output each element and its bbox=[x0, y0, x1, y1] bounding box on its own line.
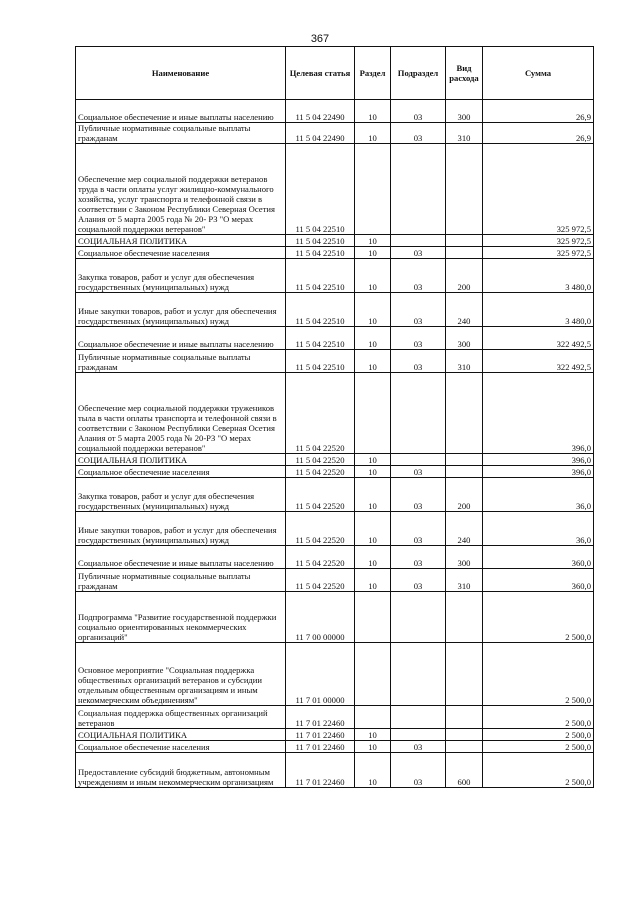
cell-name: СОЦИАЛЬНАЯ ПОЛИТИКА bbox=[76, 729, 286, 741]
cell-amount: 3 480,0 bbox=[483, 293, 594, 327]
table-row bbox=[76, 729, 594, 741]
table-row bbox=[76, 478, 594, 512]
table-row bbox=[76, 643, 594, 706]
cell-expense-type: 310 bbox=[446, 123, 483, 144]
cell-amount: 360,0 bbox=[483, 546, 594, 569]
cell-article: 11 5 04 22510 bbox=[286, 350, 355, 373]
cell-expense-type bbox=[446, 741, 483, 753]
header-article: Целевая статья bbox=[286, 47, 355, 100]
cell-article: 11 5 04 22510 bbox=[286, 144, 355, 235]
cell-expense-type: 300 bbox=[446, 327, 483, 350]
cell-subsection bbox=[391, 643, 446, 706]
cell-subsection: 03 bbox=[391, 327, 446, 350]
cell-section: 10 bbox=[355, 123, 391, 144]
cell-amount: 36,0 bbox=[483, 512, 594, 546]
cell-name: СОЦИАЛЬНАЯ ПОЛИТИКА bbox=[76, 454, 286, 466]
cell-article: 11 5 04 22520 bbox=[286, 454, 355, 466]
cell-article: 11 5 04 22510 bbox=[286, 259, 355, 293]
cell-subsection bbox=[391, 454, 446, 466]
cell-section: 10 bbox=[355, 741, 391, 753]
cell-article: 11 5 04 22520 bbox=[286, 373, 355, 454]
table-body bbox=[76, 100, 594, 788]
cell-subsection: 03 bbox=[391, 293, 446, 327]
table-row bbox=[76, 144, 594, 235]
cell-amount: 26,9 bbox=[483, 100, 594, 123]
cell-subsection bbox=[391, 144, 446, 235]
table-row bbox=[76, 259, 594, 293]
cell-article: 11 7 01 22460 bbox=[286, 741, 355, 753]
cell-name: Обеспечение мер социальной поддержки ветеранов труда в части оплаты услуг жилищно-коммунального хозяйства, услуг транспорта и телефонной связи в соответствии с Законом Республики Северная Осетия Алания от 5 марта 2005 года № 20- РЗ "О мерах социальной поддержки ветеранов" bbox=[76, 144, 286, 235]
cell-subsection: 03 bbox=[391, 123, 446, 144]
cell-amount: 396,0 bbox=[483, 373, 594, 454]
header-amount: Сумма bbox=[483, 47, 594, 100]
cell-name: Иные закупки товаров, работ и услуг для обеспечения государственных (муниципальных) нужд bbox=[76, 512, 286, 546]
cell-amount: 396,0 bbox=[483, 454, 594, 466]
cell-name: Закупка товаров, работ и услуг для обеспечения государственных (муниципальных) нужд bbox=[76, 259, 286, 293]
table-row bbox=[76, 454, 594, 466]
cell-article: 11 5 04 22510 bbox=[286, 235, 355, 247]
table-row bbox=[76, 235, 594, 247]
cell-expense-type: 240 bbox=[446, 293, 483, 327]
cell-article: 11 7 01 22460 bbox=[286, 753, 355, 788]
cell-expense-type bbox=[446, 144, 483, 235]
cell-expense-type bbox=[446, 373, 483, 454]
cell-amount: 2 500,0 bbox=[483, 729, 594, 741]
cell-article: 11 5 04 22490 bbox=[286, 123, 355, 144]
cell-article: 11 7 00 00000 bbox=[286, 592, 355, 643]
cell-name: Социальное обеспечение населения bbox=[76, 247, 286, 259]
cell-expense-type: 300 bbox=[446, 546, 483, 569]
cell-section bbox=[355, 643, 391, 706]
cell-name: Социальное обеспечение населения bbox=[76, 741, 286, 753]
cell-section: 10 bbox=[355, 350, 391, 373]
cell-expense-type: 200 bbox=[446, 259, 483, 293]
cell-expense-type bbox=[446, 729, 483, 741]
cell-amount: 322 492,5 bbox=[483, 327, 594, 350]
cell-section: 10 bbox=[355, 753, 391, 788]
cell-section: 10 bbox=[355, 729, 391, 741]
cell-amount: 322 492,5 bbox=[483, 350, 594, 373]
cell-expense-type: 200 bbox=[446, 478, 483, 512]
cell-section: 10 bbox=[355, 293, 391, 327]
cell-article: 11 5 04 22490 bbox=[286, 100, 355, 123]
cell-name: Предоставление субсидий бюджетным, автономным учреждениям и иным некоммерческим организациям bbox=[76, 753, 286, 788]
table-row bbox=[76, 123, 594, 144]
cell-subsection: 03 bbox=[391, 466, 446, 478]
cell-amount: 2 500,0 bbox=[483, 753, 594, 788]
cell-name: Социальная поддержка общественных организаций ветеранов bbox=[76, 706, 286, 729]
cell-amount: 2 500,0 bbox=[483, 706, 594, 729]
table-row bbox=[76, 293, 594, 327]
cell-amount: 325 972,5 bbox=[483, 247, 594, 259]
cell-article: 11 7 01 22460 bbox=[286, 706, 355, 729]
cell-article: 11 5 04 22510 bbox=[286, 293, 355, 327]
cell-subsection bbox=[391, 706, 446, 729]
cell-expense-type bbox=[446, 235, 483, 247]
cell-expense-type bbox=[446, 454, 483, 466]
cell-subsection: 03 bbox=[391, 247, 446, 259]
cell-subsection: 03 bbox=[391, 741, 446, 753]
cell-subsection bbox=[391, 592, 446, 643]
cell-article: 11 5 04 22520 bbox=[286, 466, 355, 478]
budget-table bbox=[75, 46, 594, 788]
cell-article: 11 7 01 22460 bbox=[286, 729, 355, 741]
cell-subsection: 03 bbox=[391, 546, 446, 569]
table-row bbox=[76, 569, 594, 592]
cell-subsection: 03 bbox=[391, 478, 446, 512]
cell-amount: 325 972,5 bbox=[483, 235, 594, 247]
table-row bbox=[76, 100, 594, 123]
cell-name: Социальное обеспечение и иные выплаты населению bbox=[76, 100, 286, 123]
cell-expense-type: 300 bbox=[446, 100, 483, 123]
cell-subsection bbox=[391, 235, 446, 247]
header-subsection: Подраздел bbox=[391, 47, 446, 100]
cell-section: 10 bbox=[355, 247, 391, 259]
cell-amount: 2 500,0 bbox=[483, 741, 594, 753]
header-expense-type: Вид расхода bbox=[446, 47, 483, 100]
cell-name: Социальное обеспечение населения bbox=[76, 466, 286, 478]
table-row bbox=[76, 350, 594, 373]
cell-article: 11 5 04 22520 bbox=[286, 569, 355, 592]
cell-subsection bbox=[391, 373, 446, 454]
cell-name: Социальное обеспечение и иные выплаты населению bbox=[76, 546, 286, 569]
table-row bbox=[76, 373, 594, 454]
cell-subsection: 03 bbox=[391, 350, 446, 373]
cell-section: 10 bbox=[355, 546, 391, 569]
cell-name: СОЦИАЛЬНАЯ ПОЛИТИКА bbox=[76, 235, 286, 247]
cell-amount: 3 480,0 bbox=[483, 259, 594, 293]
cell-expense-type: 240 bbox=[446, 512, 483, 546]
cell-section: 10 bbox=[355, 259, 391, 293]
cell-section: 10 bbox=[355, 569, 391, 592]
cell-amount: 36,0 bbox=[483, 478, 594, 512]
cell-amount: 2 500,0 bbox=[483, 592, 594, 643]
cell-name: Основное мероприятие "Социальная поддержка общественных организаций ветеранов и субсидии отдельным общественным организациям и иным некоммерческим объединениям" bbox=[76, 643, 286, 706]
cell-section: 10 bbox=[355, 478, 391, 512]
cell-name: Социальное обеспечение и иные выплаты населению bbox=[76, 327, 286, 350]
cell-subsection: 03 bbox=[391, 100, 446, 123]
table-header-row bbox=[76, 47, 594, 100]
cell-subsection: 03 bbox=[391, 569, 446, 592]
table-row bbox=[76, 466, 594, 478]
page-number: 367 bbox=[310, 33, 330, 45]
cell-name: Публичные нормативные социальные выплаты гражданам bbox=[76, 123, 286, 144]
cell-subsection: 03 bbox=[391, 753, 446, 788]
cell-article: 11 7 01 00000 bbox=[286, 643, 355, 706]
header-section: Раздел bbox=[355, 47, 391, 100]
cell-expense-type bbox=[446, 466, 483, 478]
cell-section bbox=[355, 706, 391, 729]
cell-article: 11 5 04 22510 bbox=[286, 327, 355, 350]
cell-article: 11 5 04 22510 bbox=[286, 247, 355, 259]
cell-expense-type: 310 bbox=[446, 350, 483, 373]
table-row bbox=[76, 753, 594, 788]
cell-section: 10 bbox=[355, 327, 391, 350]
table-row bbox=[76, 546, 594, 569]
cell-name: Публичные нормативные социальные выплаты гражданам bbox=[76, 569, 286, 592]
cell-section: 10 bbox=[355, 512, 391, 546]
cell-section bbox=[355, 144, 391, 235]
table-row bbox=[76, 592, 594, 643]
table-row bbox=[76, 247, 594, 259]
cell-subsection: 03 bbox=[391, 259, 446, 293]
cell-subsection: 03 bbox=[391, 512, 446, 546]
cell-name: Иные закупки товаров, работ и услуг для обеспечения государственных (муниципальных) нужд bbox=[76, 293, 286, 327]
cell-expense-type bbox=[446, 247, 483, 259]
cell-name: Подпрограмма "Развитие государственной поддержки социально ориентированных некоммерческих организаций" bbox=[76, 592, 286, 643]
table-row bbox=[76, 512, 594, 546]
table-row bbox=[76, 741, 594, 753]
table-row bbox=[76, 327, 594, 350]
cell-amount: 2 500,0 bbox=[483, 643, 594, 706]
cell-expense-type bbox=[446, 706, 483, 729]
cell-section: 10 bbox=[355, 454, 391, 466]
table-row bbox=[76, 706, 594, 729]
cell-name: Закупка товаров, работ и услуг для обеспечения государственных (муниципальных) нужд bbox=[76, 478, 286, 512]
cell-name: Публичные нормативные социальные выплаты гражданам bbox=[76, 350, 286, 373]
cell-section: 10 bbox=[355, 235, 391, 247]
cell-amount: 325 972,5 bbox=[483, 144, 594, 235]
cell-expense-type: 600 bbox=[446, 753, 483, 788]
cell-section bbox=[355, 592, 391, 643]
cell-amount: 26,9 bbox=[483, 123, 594, 144]
cell-name: Обеспечение мер социальной поддержки тружеников тыла в части оплаты транспорта и телефонной связи в соответствии с Законом Республики Северная Осетия Алания от 5 марта 2005 года № 20-РЗ "О мерах социальной поддержки ветеранов" bbox=[76, 373, 286, 454]
cell-expense-type bbox=[446, 643, 483, 706]
cell-amount: 396,0 bbox=[483, 466, 594, 478]
cell-article: 11 5 04 22520 bbox=[286, 546, 355, 569]
cell-amount: 360,0 bbox=[483, 569, 594, 592]
cell-expense-type bbox=[446, 592, 483, 643]
cell-article: 11 5 04 22520 bbox=[286, 512, 355, 546]
cell-subsection bbox=[391, 729, 446, 741]
header-name: Наименование bbox=[76, 47, 286, 100]
cell-section bbox=[355, 373, 391, 454]
cell-expense-type: 310 bbox=[446, 569, 483, 592]
cell-section: 10 bbox=[355, 466, 391, 478]
cell-section: 10 bbox=[355, 100, 391, 123]
cell-article: 11 5 04 22520 bbox=[286, 478, 355, 512]
